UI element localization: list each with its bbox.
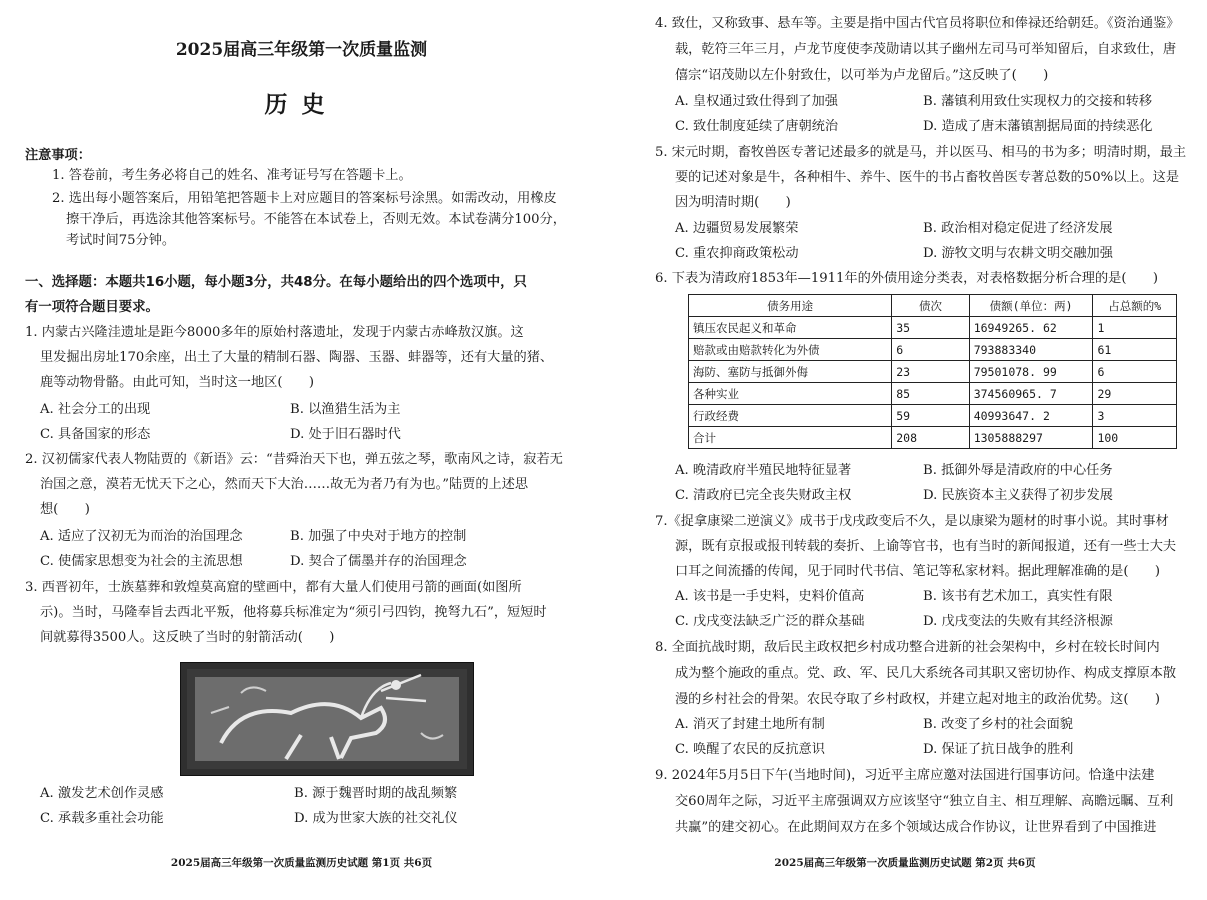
table-header-cell: 债务用途 [689,295,892,317]
question-7-text: 源，既有京报或报刊转载的奏折、上谕等官书，也有当时的新闻报道，还有一些士大夫 [675,539,1177,554]
table-cell: 6 [1093,361,1177,383]
question-2-text: 2. 汉初儒家代表人物陆贾的《新语》云：“昔舜治天下也，弹五弦之琴，歌南风之诗，寂若无 [25,452,563,467]
question-4-option-b: B. 藩镇利用致仕实现权力的交接和转移 [923,94,1153,109]
exam-page-1 [0,0,603,900]
section-heading: 一、选择题：本题共16小题，每小题3分，共48分。在每小题给出的四个选项中，只 [25,275,527,290]
table-cell: 赔款或由赔款转化为外债 [689,339,892,361]
question-8-text: 8. 全面抗战时期，敌后民主政权把乡村成功整合进新的社会架构中，乡村在较长时间内 [655,640,1160,655]
table-cell: 208 [892,427,969,449]
question-6-option-a: A. 晚清政府半殖民地特征显著 [675,463,852,478]
table-cell: 3 [1093,405,1177,427]
question-3-option-d: D. 成为世家大族的社交礼仪 [294,811,458,826]
table-header-row [689,295,1177,317]
question-8-text: 成为整个施政的重点。党、政、军、民几大系统各司其职又密切协作、构成支撑原本散 [675,666,1177,681]
question-8-text: 漫的乡村社会的骨架。农民夺取了乡村政权，并建立起对地主的政治优势。这( ) [675,692,1161,707]
notice-line: 考试时间75分钟。 [66,233,176,248]
notice-line: 1. 答卷前，考生务必将自己的姓名、准考证号写在答题卡上。 [52,168,412,183]
question-5-text: 因为明清时期( ) [675,195,791,210]
question-7-option-b: B. 该书有艺术加工，真实性有限 [923,589,1113,604]
table-row [689,405,1177,427]
question-7-option-a: A. 该书是一手史料，史料价值高 [675,589,865,604]
foreign-debt-table [688,294,1177,449]
question-5-option-a: A. 边疆贸易发展繁荣 [675,221,799,236]
table-cell: 59 [892,405,969,427]
table-cell: 85 [892,383,969,405]
question-3-text: 示)。当时，马隆奉旨去西北平叛，他将募兵标准定为“须引弓四钧，挽弩九石”，短短时 [40,605,547,620]
question-4-option-d: D. 造成了唐末藩镇割据局面的持续恶化 [923,119,1153,134]
table-row [689,317,1177,339]
section-heading: 有一项符合题目要求。 [25,300,159,315]
question-4-text: 载，乾符三年三月，卢龙节度使李茂勋请以其子幽州左司马可举知留后，自求致仕，唐 [675,42,1177,57]
table-cell: 1 [1093,317,1177,339]
question-8-option-b: B. 改变了乡村的社会面貌 [923,717,1073,732]
question-3-option-c: C. 承载多重社会功能 [40,811,164,826]
question-7-option-d: D. 戊戌变法的失败有其经济根源 [923,614,1113,629]
question-3-text: 3. 西晋初年，士族墓葬和敦煌莫高窟的壁画中，都有大量人们使用弓箭的画面(如图所 [25,580,522,595]
question-2-option-a: A. 适应了汉初无为而治的治国理念 [40,529,243,544]
table-cell: 100 [1093,427,1177,449]
question-6-option-c: C. 清政府已完全丧失财政主权 [675,488,852,503]
table-row [689,427,1177,449]
question-5-text: 5. 宋元时期，畜牧兽医专著记述最多的就是马，并以医马、相马的书为多；明清时期，最主 [655,145,1187,160]
question-7-option-c: C. 戊戌变法缺乏广泛的群众基础 [675,614,865,629]
table-row [689,339,1177,361]
notice-heading: 注意事项： [25,148,91,163]
question-6-text: 6. 下表为清政府1853年—1911年的外债用途分类表，对表格数据分析合理的是( ) [655,271,1158,286]
table-cell: 374560965. 7 [969,383,1093,405]
table-cell: 海防、塞防与抵御外侮 [689,361,892,383]
table-cell: 40993647. 2 [969,405,1093,427]
notice-line: 2. 选出每小题答案后，用铅笔把答题卡上对应题目的答案标号涂黑。如需改动，用橡皮 [52,191,557,206]
question-1-text: 里发掘出房址170余座，出土了大量的精制石器、陶器、玉器、蚌器等，还有大量的猪、 [40,350,554,365]
question-1-text: 鹿等动物骨骼。由此可知，当时这一地区( ) [40,375,315,390]
page-footer: 2025届高三年级第一次质量监测历史试题 第1页 共6页 [170,857,433,869]
question-5-option-d: D. 游牧文明与农耕文明交融加强 [923,246,1113,261]
question-1-option-a: A. 社会分工的出现 [40,402,151,417]
question-3-text: 间就募得3500人。这反映了当时的射箭活动( ) [40,630,335,645]
question-2-option-d: D. 契合了儒墨并存的治国理念 [290,554,467,569]
question-6-option-b: B. 抵御外辱是清政府的中心任务 [923,463,1113,478]
question-1-option-c: C. 具备国家的形态 [40,427,151,442]
horseback-archer-icon [181,663,473,775]
question-8-option-d: D. 保证了抗日战争的胜利 [923,742,1074,757]
table-cell: 35 [892,317,969,339]
question-4-option-c: C. 致仕制度延续了唐朝统治 [675,119,839,134]
question-7-text: 口耳之间流播的传闻，见于同时代书信、笔记等私家材料。据此理解准确的是( ) [675,564,1161,579]
question-3-option-a: A. 激发艺术创作灵感 [40,786,164,801]
exam-page-2 [603,0,1207,900]
archery-mural-image [180,662,474,776]
table-header-cell: 债次 [892,295,969,317]
table-cell: 16949265. 62 [969,317,1093,339]
question-1-text: 1. 内蒙古兴隆洼遗址是距今8000多年的原始村落遗址，发现于内蒙古赤峰敖汉旗。这 [25,325,524,340]
question-4-text: 4. 致仕，又称致事、悬车等。主要是指中国古代官员将职位和俸禄还给朝廷。《资治通鉴》 [655,16,1180,31]
table-cell: 1305888297 [969,427,1093,449]
table-cell: 合计 [689,427,892,449]
table-row [689,383,1177,405]
table-row [689,361,1177,383]
question-4-text: 僖宗“诏茂勋以左仆射致仕，以可举为卢龙留后。”这反映了( ) [675,68,1049,83]
question-2-option-c: C. 使儒家思想变为社会的主流思想 [40,554,243,569]
question-3-option-b: B. 源于魏晋时期的战乱频繁 [294,786,458,801]
question-2-text: 治国之意，漠若无忧天下之心，然而天下大治……故无为者乃有为也。”陆贾的上述思 [40,477,529,492]
question-4-option-a: A. 皇权通过致仕得到了加强 [675,94,838,109]
table-cell: 行政经费 [689,405,892,427]
table-cell: 镇压农民起义和革命 [689,317,892,339]
question-1-option-b: B. 以渔猎生活为主 [290,402,401,417]
table-cell: 各种实业 [689,383,892,405]
table-header-cell: 占总额的% [1093,295,1177,317]
question-1-option-d: D. 处于旧石器时代 [290,427,401,442]
question-8-option-a: A. 消灭了封建土地所有制 [675,717,825,732]
table-cell: 29 [1093,383,1177,405]
table-cell: 79501078. 99 [969,361,1093,383]
question-5-option-c: C. 重农抑商政策松动 [675,246,799,261]
question-2-option-b: B. 加强了中央对于地方的控制 [290,529,467,544]
question-5-text: 要的记述对象是牛，各种相牛、养牛、医牛的书占畜牧兽医专著总数的50%以上。这是 [675,170,1180,185]
table-cell: 23 [892,361,969,383]
question-6-option-d: D. 民族资本主义获得了初步发展 [923,488,1113,503]
question-9-text: 交60周年之际，习近平主席强调双方应该坚守“独立自主、相互理解、高瞻远瞩、互利 [675,794,1174,809]
question-7-text: 7.《捉拿康梁二逆演义》成书于戊戌政变后不久，是以康梁为题材的时事小说。其时事材 [655,514,1169,529]
table-header-cell: 债额(单位：两) [969,295,1093,317]
subject-title: 历史 [264,91,339,118]
question-9-text: 9. 2024年5月5日下午(当地时间)，习近平主席应邀对法国进行国事访问。恰逢中法建 [655,768,1155,783]
question-2-text: 想( ) [40,502,90,517]
table-cell: 793883340 [969,339,1093,361]
notice-line: 擦干净后，再选涂其他答案标号。不能答在本试卷上，否则无效。本试卷满分100分， [66,212,566,227]
question-9-text: 共赢”的建交初心。在此期间双方在多个领域达成合作协议，让世界看到了中国推进 [675,820,1157,835]
table-cell: 61 [1093,339,1177,361]
question-5-option-b: B. 政治相对稳定促进了经济发展 [923,221,1113,236]
exam-title: 2025届高三年级第一次质量监测 [175,40,428,60]
question-8-option-c: C. 唤醒了农民的反抗意识 [675,742,825,757]
table-cell: 6 [892,339,969,361]
page-footer: 2025届高三年级第一次质量监测历史试题 第2页 共6页 [774,857,1036,869]
